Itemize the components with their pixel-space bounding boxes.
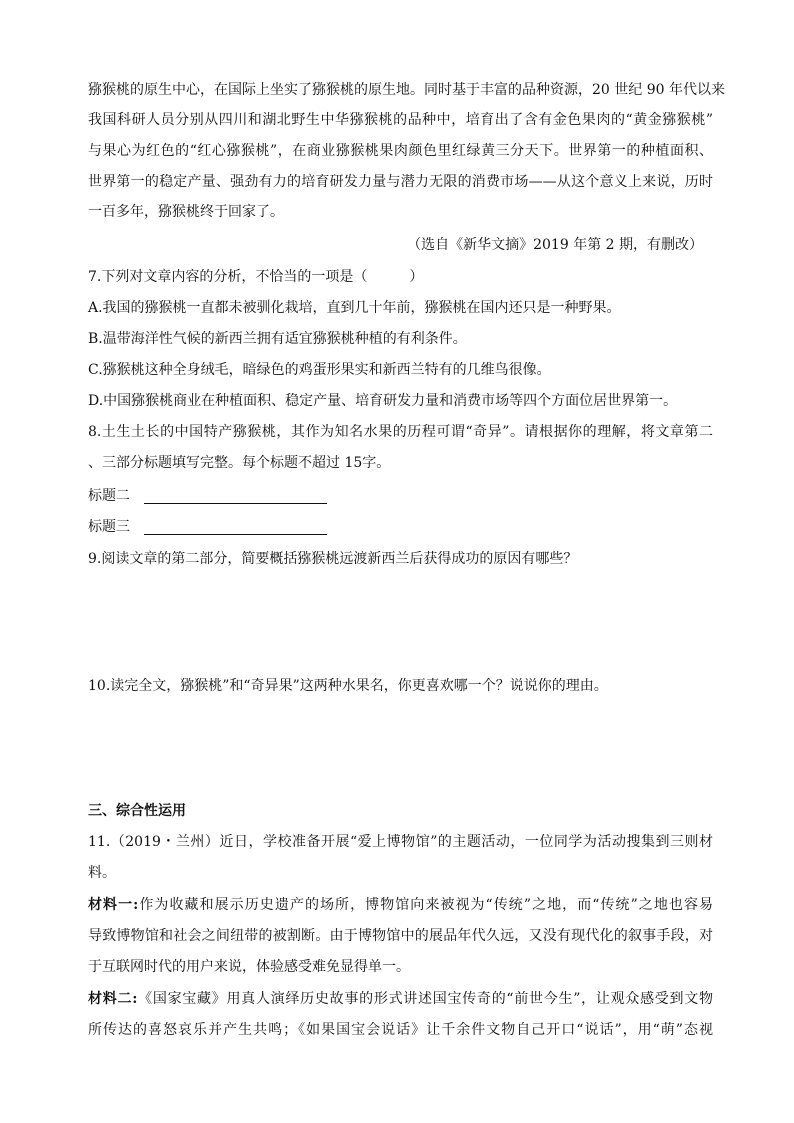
question-11-line: 11.（2019・兰州）近日，学校准备开展“爱上博物馆”的主题活动，一位同学为活动搜集到三则材 (88, 834, 713, 850)
section-3-heading: 三、综合性运用 (88, 803, 186, 819)
question-8-title-three (88, 517, 713, 537)
title-three-label: 标题三 (88, 519, 130, 535)
question-7-option-d: D.中国猕猴桃商业在种植面积、稳定产量、培育研发力量和消费市场等四个方面位居世界第一。 (88, 393, 678, 409)
material-2-line: 所传达的喜怒哀乐并产生共鸣；《如果国宝会说话》让千余件文物自己开口“说话”，用“萌”态视 (88, 1022, 713, 1038)
question-7-option-b: B.温带海洋性气候的新西兰拥有适宜猕猴桃种植的有利条件。 (88, 331, 467, 347)
passage-line: 与果心为红色的“红心猕猴桃”，在商业猕猴桃果肉颜色里红绿黄三分天下。世界第一的种植面积、 (88, 143, 713, 159)
passage-line: 我国科研人员分别从四川和湖北野生中华猕猴桃的品种中，培育出了含有金色果肉的“黄金猕猴桃” (88, 112, 713, 128)
material-1-label: 材料一: (88, 897, 139, 913)
question-8-title-two (88, 486, 713, 506)
material-2-label: 材料二: (88, 991, 138, 1007)
passage-source: （选自《新华文摘》2019 年第 2 期，有删改） (407, 237, 703, 253)
material-1-line: 材料一:作为收藏和展示历史遗产的场所，博物馆向来被视为“传统”之地，而“传统”之地也容易 (88, 897, 713, 913)
question-8-line: 8.土生土长的中国特产猕猴桃，其作为知名水果的历程可谓“奇异”。请根据你的理解，将文章第二 (88, 424, 713, 440)
title-two-answer-blank[interactable] (144, 487, 327, 504)
passage-line: 猕猴桃的原生中心，在国际上坐实了猕猴桃的原生地。同时基于丰富的品种资源，20 世纪 90 年代以来 (88, 82, 725, 98)
question-10: 10.读完全文，猕猴桃”和“奇异果”这两种水果名，你更喜欢哪一个？说说你的理由。 (88, 678, 608, 694)
question-7-option-a: A.我国的猕猴桃一直都未被驯化栽培，直到几十年前，猕猴桃在国内还只是一种野果。 (88, 300, 621, 316)
passage-line: 一百多年，猕猴桃终于回家了。 (88, 204, 284, 220)
question-8-line: 、三部分标题填写完整。每个标题不超过 15字。 (88, 455, 391, 471)
title-two-label: 标题二 (88, 488, 130, 504)
material-1-line: 导致博物馆和社会之间纽带的被割断。由于博物馆中的展品年代久远，又没有现代化的叙事手段，对 (88, 928, 713, 944)
material-1-line: 于互联网时代的用户来说，体验感受难免显得单一。 (88, 959, 410, 975)
title-three-answer-blank[interactable] (144, 518, 327, 535)
question-9: 9.阅读文章的第二部分，简要概括猕猴桃远渡新西兰后获得成功的原因有哪些？ (88, 551, 578, 567)
question-7-option-c: C.猕猴桃这种全身绒毛，暗绿色的鸡蛋形果实和新西兰特有的几维鸟很像。 (88, 362, 551, 378)
question-7-stem: 7.下列对文章内容的分析，不恰当的一项是（ ） (88, 269, 424, 285)
passage-line: 世界第一的稳定产量、强劲有力的培育研发力量与潜力无限的消费市场——从这个意义上来说，历时 (88, 174, 713, 190)
question-11-line: 料。 (88, 865, 116, 881)
material-2-line: 材料二:《国家宝藏》用真人演绎历史故事的形式讲述国宝传奇的“前世今生”，让观众感受到文物 (88, 991, 714, 1007)
